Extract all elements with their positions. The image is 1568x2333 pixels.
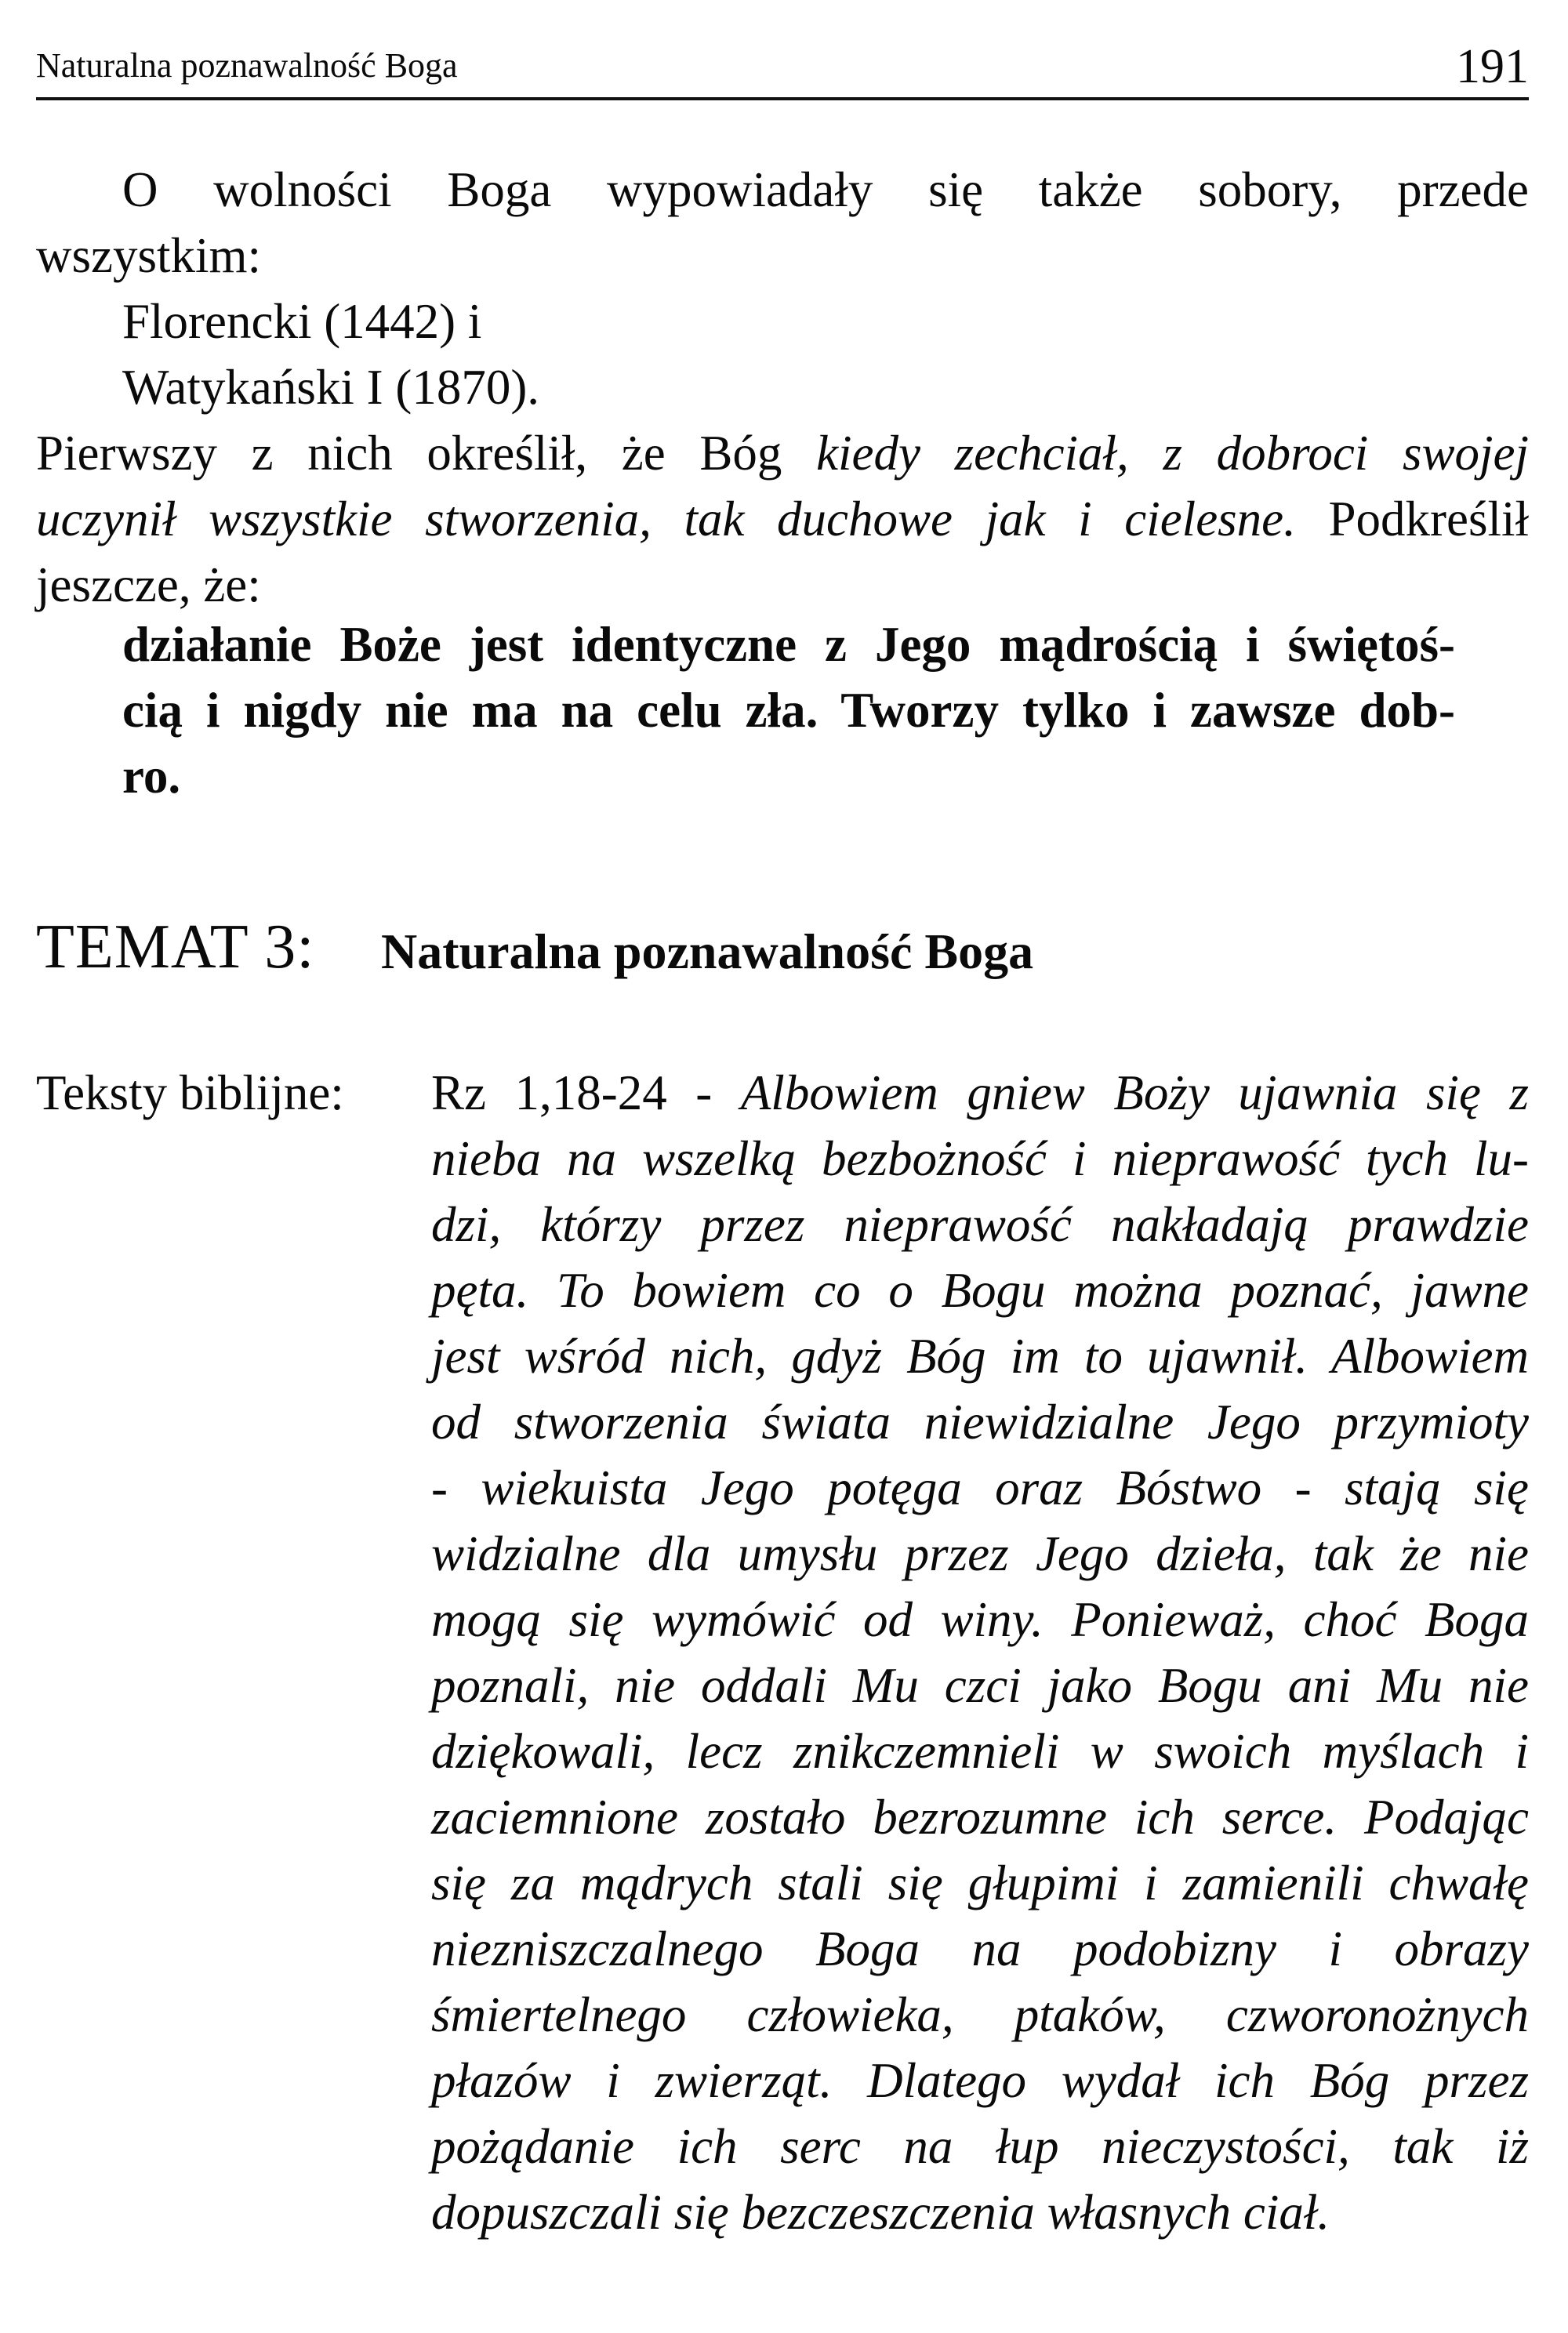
paragraph2-line-1-italic: kiedy zechciał, z dobroci swojej bbox=[816, 426, 1529, 481]
council-item-vatican: Watykański I (1870). bbox=[122, 360, 540, 415]
quote-line-2: cią i nigdy nie ma na celu zła. Tworzy tylko i zawsze dob- bbox=[122, 683, 1455, 738]
bible-line: śmiertelnego człowieka, ptaków, czworonożnych bbox=[431, 1987, 1529, 2042]
bible-line-1 bbox=[431, 1060, 1529, 1126]
paragraph2-line-2 bbox=[36, 486, 1529, 552]
bible-line: pęta. To bowiem co o Bogu można poznać, jawne bbox=[431, 1263, 1529, 1318]
bible-line: - wiekuista Jego potęga oraz Bóstwo - stają się bbox=[431, 1460, 1529, 1515]
bible-line: płazów i zwierząt. Dlatego wydał ich Bóg przez bbox=[431, 2053, 1529, 2108]
council-item-florence: Florencki (1442) i bbox=[122, 294, 482, 349]
bible-line: dzi, którzy przez nieprawość nakładają prawdzie bbox=[431, 1197, 1529, 1252]
paragraph2-line-2-roman: Podkreślił bbox=[1295, 492, 1529, 546]
running-title: Naturalna poznawalność Boga bbox=[36, 46, 458, 85]
section-title: Naturalna poznawalność Boga bbox=[381, 923, 1034, 979]
paragraph2-line-1-roman: Pierwszy z nich określił, że Bóg bbox=[36, 426, 817, 481]
running-header bbox=[36, 41, 1529, 103]
bible-line: dziękowali, lecz znikczemnieli w swoich myślach i bbox=[431, 1724, 1529, 1779]
section-heading bbox=[36, 913, 1529, 1002]
bible-line-last: dopuszczali się bezczeszczenia własnych ciał. bbox=[431, 2185, 1330, 2240]
quote-line-1: działanie Boże jest identyczne z Jego mądrością i świętoś- bbox=[122, 617, 1455, 672]
bible-line-1-text: Albowiem gniew Boży ujawnia się z bbox=[740, 1065, 1529, 1120]
bible-line: nieba na wszelką bezbożność i nieprawość tych lu- bbox=[431, 1131, 1529, 1186]
section-label: TEMAT 3: bbox=[36, 913, 315, 981]
bible-line: mogą się wymówić od winy. Ponieważ, choć Boga bbox=[431, 1592, 1529, 1647]
intro-line-2: wszystkim: bbox=[36, 228, 262, 283]
bible-line: poznali, nie oddali Mu czci jako Bogu ani Mu nie bbox=[431, 1658, 1529, 1713]
quote-line-3: ro. bbox=[122, 749, 181, 804]
paragraph2-line-3: jeszcze, że: bbox=[36, 557, 261, 612]
bible-texts-label: Teksty biblijne: bbox=[36, 1065, 344, 1120]
bible-line: od stworzenia świata niewidzialne Jego przymioty bbox=[431, 1395, 1529, 1450]
paragraph-first-council bbox=[36, 420, 1529, 618]
bible-line: się za mądrych stali się głupimi i zamienili chwałę bbox=[431, 1856, 1529, 1910]
intro-line-1: O wolności Boga wypowiadały się także sobory, przede bbox=[122, 162, 1529, 217]
paragraph2-line-1 bbox=[36, 420, 1529, 486]
page-number: 191 bbox=[1456, 40, 1529, 93]
doctrine-quote bbox=[122, 611, 1455, 809]
bible-line: jest wśród nich, gdyż Bóg im to ujawnił. Albowiem bbox=[431, 1329, 1529, 1384]
bible-line: zaciemnione zostało bezrozumne ich serce. Podając bbox=[431, 1790, 1529, 1845]
intro-paragraph bbox=[36, 157, 1529, 223]
bible-line: niezniszczalnego Boga na podobizny i obrazy bbox=[431, 1921, 1529, 1976]
bible-reference: Rz 1,18-24 - bbox=[431, 1065, 741, 1120]
bible-line: pożądanie ich serc na łup nieczystości, tak iż bbox=[431, 2119, 1529, 2174]
bible-line: widzialne dla umysłu przez Jego dzieła, tak że nie bbox=[431, 1526, 1529, 1581]
bible-passage bbox=[431, 1060, 1529, 2245]
paragraph2-line-2-italic: uczynił wszystkie stworzenia, tak duchowe jak i cielesne. bbox=[36, 492, 1296, 546]
header-rule bbox=[36, 97, 1529, 100]
